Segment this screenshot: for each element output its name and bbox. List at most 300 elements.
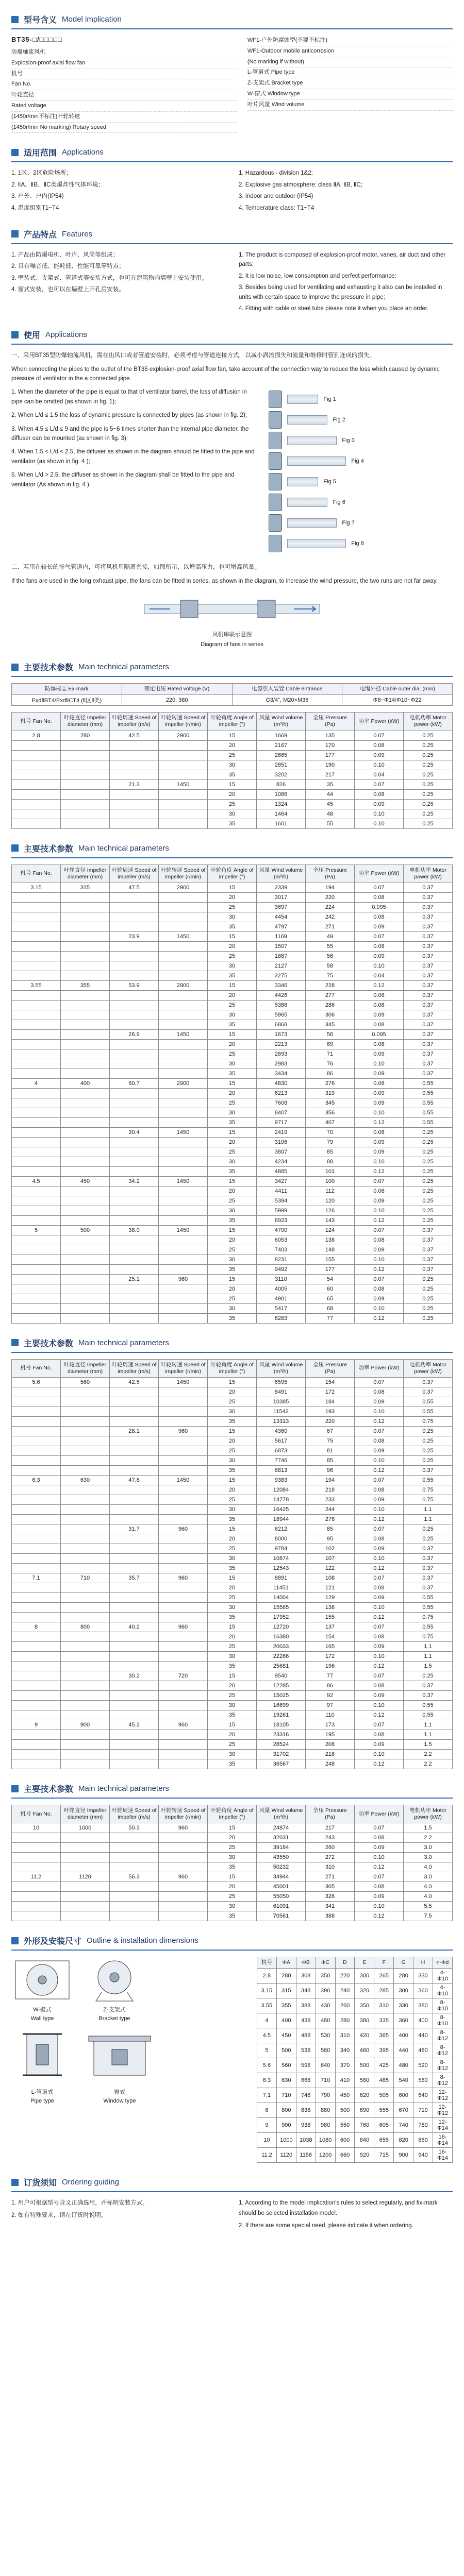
table-cell: 0.12 — [355, 1710, 404, 1720]
table-cell: 2900 — [159, 980, 208, 990]
table-cell: 900 — [276, 2118, 296, 2133]
table-cell: 30 — [208, 1206, 257, 1215]
table-cell — [12, 1911, 61, 1921]
table-cell: 0.08 — [355, 1387, 404, 1397]
table-cell: 107 — [306, 1554, 355, 1564]
table-cell — [61, 770, 110, 779]
table-cell: 5965 — [257, 1010, 306, 1020]
table-cell: 20 — [208, 1730, 257, 1740]
column-header: 叶轮角度 Angle of impeller (°) — [208, 1805, 257, 1823]
column-header: 叶轮周速 Speed of impeller (m/s) — [110, 865, 159, 883]
table-cell — [159, 1166, 208, 1176]
table-cell — [159, 760, 208, 770]
table-cell: 0.12 — [355, 1313, 404, 1323]
table-row — [12, 1603, 453, 1613]
table-cell: 0.08 — [355, 1235, 404, 1245]
table-row — [12, 779, 453, 789]
shape-label-en: Pipe type — [30, 2098, 54, 2105]
table-cell: 3.55 — [257, 1998, 277, 2013]
column-header: ΦB — [296, 1957, 316, 1969]
table-cell: 0.37 — [404, 1691, 453, 1701]
table-cell: 121 — [306, 1583, 355, 1593]
table-cell — [110, 809, 159, 819]
table-cell: 25 — [208, 1196, 257, 1206]
table-cell: 0.25 — [404, 1294, 453, 1303]
table-cell: 600 — [335, 2133, 355, 2148]
dimension-row — [257, 2118, 453, 2133]
table-cell: 15 — [208, 1127, 257, 1137]
table-cell: 960 — [159, 1872, 208, 1882]
table-cell: 6595 — [257, 1378, 306, 1387]
table-cell — [61, 1436, 110, 1446]
table-cell: 0.25 — [404, 1147, 453, 1157]
table-cell: 4.5 — [12, 1176, 61, 1186]
table-cell: 20 — [208, 1088, 257, 1098]
table-cell — [61, 1892, 110, 1902]
table-row — [12, 1862, 453, 1872]
table-cell — [12, 789, 61, 799]
table-cell — [159, 1446, 208, 1456]
table-row — [12, 1225, 453, 1235]
table-cell: 0.07 — [355, 731, 404, 740]
column-header: 功率 Power (kW) — [355, 865, 404, 883]
table-cell: 0.37 — [404, 1020, 453, 1029]
table-cell: 400 — [276, 2013, 296, 2028]
table-cell: 4901 — [257, 1294, 306, 1303]
table-cell: 25 — [208, 1294, 257, 1303]
table-cell: 15 — [208, 1622, 257, 1632]
application-item-en: 1. Hazardous - division 1&2; — [239, 170, 313, 177]
table-cell: 2983 — [257, 1059, 306, 1069]
table-cell: 71 — [306, 1049, 355, 1059]
table-cell: 6.3 — [257, 2073, 277, 2088]
table-cell: 0.12 — [355, 1662, 404, 1671]
application-list-cn — [11, 168, 225, 215]
table-cell: 350 — [355, 1998, 374, 2013]
table-cell — [12, 1245, 61, 1255]
table-cell — [110, 1049, 159, 1059]
table-cell: 0.25 — [404, 799, 453, 809]
table-cell — [61, 902, 110, 912]
table-row — [12, 1564, 453, 1573]
table-row — [12, 1573, 453, 1583]
table-cell: 10 — [12, 1823, 61, 1833]
table-cell: 0.37 — [404, 1255, 453, 1264]
table-cell — [159, 799, 208, 809]
table-cell: 20 — [208, 1632, 257, 1642]
table-cell — [110, 912, 159, 922]
table-row — [12, 1010, 453, 1020]
table-cell: 1.5 — [404, 1662, 453, 1671]
table-row — [12, 1098, 453, 1108]
table-cell — [61, 1691, 110, 1701]
table-cell — [61, 1833, 110, 1843]
table-cell: 580 — [316, 2043, 335, 2058]
table-cell: 15 — [208, 1176, 257, 1186]
table-cell: 2127 — [257, 961, 306, 971]
table-row — [12, 1759, 453, 1769]
table-cell: 24874 — [257, 1823, 306, 1833]
table-cell — [61, 1750, 110, 1759]
table-cell: 0.37 — [404, 1573, 453, 1583]
column-header: E — [355, 1957, 374, 1969]
table-cell: 220 — [306, 892, 355, 902]
table-cell: 6873 — [257, 1446, 306, 1456]
table-cell — [159, 1759, 208, 1769]
tech-heading-3 — [11, 1337, 453, 1353]
table-row — [12, 1137, 453, 1147]
table-row — [12, 1000, 453, 1010]
column-header: G — [394, 1957, 413, 1969]
column-header: D — [335, 1957, 355, 1969]
table-cell: 15 — [208, 1671, 257, 1681]
table-row — [12, 1701, 453, 1710]
table-row — [12, 1378, 453, 1387]
column-header: 叶轮直径 Impeller diameter (mm) — [61, 1805, 110, 1823]
table-cell — [110, 1892, 159, 1902]
table-cell: 242 — [306, 912, 355, 922]
table-cell: 6.3 — [12, 1476, 61, 1485]
table-cell — [12, 750, 61, 760]
table-cell: 960 — [159, 1427, 208, 1436]
table-cell: 217 — [306, 1823, 355, 1833]
table-cell — [61, 1740, 110, 1750]
table-cell: 124 — [306, 1225, 355, 1235]
table-cell: 0.25 — [404, 1313, 453, 1323]
tech-title-cn: 主要技术参数 — [24, 844, 74, 854]
table-cell — [12, 799, 61, 809]
table-cell — [110, 1117, 159, 1127]
table-cell: 26.9 — [110, 1029, 159, 1039]
table-cell: 0.09 — [355, 922, 404, 931]
table-cell — [12, 892, 61, 902]
table-cell — [110, 1186, 159, 1196]
table-cell: 5386 — [257, 1000, 306, 1010]
table-row — [12, 1274, 453, 1284]
table-cell: 177 — [306, 750, 355, 760]
table-cell — [61, 1166, 110, 1176]
fans-in-series-diagram-icon — [139, 591, 325, 627]
table-cell: 360 — [394, 2013, 413, 2028]
table-cell — [12, 1740, 61, 1750]
application-item-en: 4. Temperature class: T1~T4 — [239, 205, 314, 211]
table-cell — [12, 971, 61, 980]
table-cell — [12, 1235, 61, 1245]
table-cell: 3697 — [257, 902, 306, 912]
table-cell — [12, 1157, 61, 1166]
table-cell — [110, 1407, 159, 1417]
table-cell: 0.37 — [404, 1544, 453, 1554]
table-cell — [110, 1196, 159, 1206]
table-cell — [61, 1029, 110, 1039]
table-row — [12, 961, 453, 971]
model-right-line: W-窗式 Window type — [247, 89, 453, 100]
table-row — [12, 1127, 453, 1137]
table-cell — [12, 819, 61, 828]
table-cell — [12, 1642, 61, 1652]
table-row — [12, 1911, 453, 1921]
table-cell: 0.55 — [404, 1117, 453, 1127]
table-cell — [61, 1020, 110, 1029]
table-cell: 92 — [306, 1691, 355, 1701]
model-title-en: Model implication — [62, 15, 122, 24]
table-cell: 77 — [306, 1671, 355, 1681]
table-cell: 85 — [306, 1456, 355, 1466]
table-cell: 740 — [394, 2118, 413, 2133]
table-cell: 2665 — [257, 750, 306, 760]
table-cell: 0.08 — [355, 1534, 404, 1544]
table-cell: 0.10 — [355, 809, 404, 819]
table-cell — [12, 1397, 61, 1407]
table-cell: 0.10 — [355, 1206, 404, 1215]
table-row — [12, 1853, 453, 1862]
table-row — [12, 1264, 453, 1274]
usage-note-2: 2. When L/d ≤ 1.5 the loss of dynamic pressure is connected by pipes (as shown in fig. 2); — [11, 412, 247, 419]
table-cell: 20 — [208, 1833, 257, 1843]
table-cell — [12, 1387, 61, 1397]
table-cell: 110 — [306, 1710, 355, 1720]
table-row — [12, 1515, 453, 1524]
table-cell: 0.08 — [355, 1078, 404, 1088]
dimension-row — [257, 2043, 453, 2058]
table-cell: 8407 — [257, 1108, 306, 1117]
table-cell — [110, 1862, 159, 1872]
table-cell: 560 — [276, 2058, 296, 2073]
table-cell: 12-Φ14 — [433, 2118, 453, 2133]
table-cell: 6923 — [257, 1215, 306, 1225]
table-cell — [110, 1882, 159, 1892]
table-cell — [159, 941, 208, 951]
table-cell: 4234 — [257, 1157, 306, 1166]
table-cell — [159, 1303, 208, 1313]
table-cell: 260 — [335, 1998, 355, 2013]
table-cell: 880 — [316, 2103, 335, 2118]
table-cell — [61, 1902, 110, 1911]
fan-icon — [269, 535, 282, 552]
table-cell: 1.5 — [404, 1823, 453, 1833]
table-cell: 1120 — [276, 2148, 296, 2163]
table-cell: 25 — [208, 1147, 257, 1157]
table-cell: 790 — [316, 2088, 335, 2103]
table-cell: 43550 — [257, 1853, 306, 1862]
table-cell: 0.25 — [404, 789, 453, 799]
table-cell: 1.1 — [404, 1642, 453, 1652]
table-cell: 0.25 — [404, 1534, 453, 1544]
table-cell — [61, 799, 110, 809]
feature-item-cn: 4. 窗式安装，也可以在墙壁上开孔后安装。 — [11, 286, 125, 293]
table-cell — [61, 1098, 110, 1108]
column-header: ΦC — [316, 1957, 335, 1969]
table-cell — [61, 1407, 110, 1417]
table-cell: 34.2 — [110, 1176, 159, 1186]
table-cell: 0.12 — [355, 1417, 404, 1427]
ordering-list-cn — [11, 2198, 225, 2233]
table-cell: 48 — [306, 809, 355, 819]
table-cell: 4 — [257, 2013, 277, 2028]
shape-label-cn: 窗式 — [114, 2089, 125, 2096]
table-cell — [159, 1505, 208, 1515]
table-cell: 0.55 — [404, 1593, 453, 1603]
table-cell: 15 — [208, 1078, 257, 1088]
table-cell: 15 — [208, 883, 257, 892]
table-cell: 0.07 — [355, 1476, 404, 1485]
table-cell — [110, 1902, 159, 1911]
figure-label: Fig 7 — [342, 520, 355, 527]
table-cell — [159, 1603, 208, 1613]
table-cell — [12, 1564, 61, 1573]
features-heading — [11, 228, 453, 244]
table-cell: 0.12 — [355, 1862, 404, 1872]
table-cell — [159, 740, 208, 750]
table-cell: 35 — [208, 1911, 257, 1921]
table-cell: 0.55 — [404, 1476, 453, 1485]
table-cell: 155 — [306, 1255, 355, 1264]
table-cell: 85 — [306, 1524, 355, 1534]
table-cell: 0.25 — [404, 1524, 453, 1534]
table-cell — [12, 1098, 61, 1108]
column-header: 叶轮角度 Angle of impeller (°) — [208, 865, 257, 883]
outline-title-cn: 外形及安装尺寸 — [24, 1937, 82, 1946]
table-cell: 0.08 — [355, 1632, 404, 1642]
table-cell — [159, 1710, 208, 1720]
table-cell: 0.09 — [355, 1196, 404, 1206]
table-cell — [12, 1446, 61, 1456]
table-cell: 0.55 — [404, 1603, 453, 1613]
table-cell: 15565 — [257, 1603, 306, 1613]
model-left-line: Fan No. — [11, 79, 237, 90]
column-header: 电缆外径 Cable outer dia. (mm) — [342, 684, 453, 695]
table-row — [12, 1176, 453, 1186]
table-cell: 28524 — [257, 1740, 306, 1750]
table-cell: 16380 — [257, 1632, 306, 1642]
table-cell: 50232 — [257, 1862, 306, 1872]
tech-title-cn: 主要技术参数 — [24, 1785, 74, 1794]
table-cell: 79 — [306, 1137, 355, 1147]
table-cell: 0.55 — [404, 1098, 453, 1108]
duct-icon — [287, 477, 318, 486]
column-header: 电源引入装置 Cable entrance — [232, 684, 342, 695]
table-cell: 177 — [306, 1264, 355, 1274]
table-cell: 8-Φ12 — [433, 2043, 453, 2058]
table-cell: 30 — [208, 1407, 257, 1417]
table-cell — [12, 1681, 61, 1691]
table-row — [12, 731, 453, 740]
tech-title-en: Main technical parameters — [78, 1338, 169, 1347]
table-cell — [61, 1303, 110, 1313]
table-cell: 0.09 — [355, 1010, 404, 1020]
table-cell: 9717 — [257, 1117, 306, 1127]
table-row — [12, 770, 453, 779]
table-cell: 4797 — [257, 922, 306, 931]
dimension-row — [257, 1984, 453, 1998]
table-cell: 271 — [306, 922, 355, 931]
table-cell: 320 — [355, 1984, 374, 1998]
application-item-cn: 2. ⅡA、ⅡB、ⅡC类爆炸性气体环境； — [11, 181, 104, 188]
table-cell — [12, 1069, 61, 1078]
fan-icon — [269, 452, 282, 470]
table-cell: 715 — [374, 2148, 394, 2163]
dimension-row — [257, 1998, 453, 2013]
table-cell: 0.25 — [404, 1186, 453, 1196]
table-cell — [159, 1010, 208, 1020]
table-cell: 0.09 — [355, 1446, 404, 1456]
table-cell: G3/4", M20×M36 — [232, 695, 342, 706]
table-row — [12, 1059, 453, 1069]
table-cell — [110, 1485, 159, 1495]
window-type-drawing — [84, 2029, 156, 2104]
table-cell — [159, 1255, 208, 1264]
table-cell: 35 — [208, 1862, 257, 1872]
table-cell: 0.37 — [404, 902, 453, 912]
table-cell — [12, 1710, 61, 1720]
table-cell: 560 — [61, 1378, 110, 1387]
fan-icon — [269, 432, 282, 449]
table-cell: 35 — [208, 1417, 257, 1427]
table-cell — [159, 1397, 208, 1407]
table-cell: 0.55 — [404, 1108, 453, 1117]
usage-part2-en: If the fans are used in the long exhaust pipe, the fans can be fitted in series, as shown in the diagram, to increase the wind pressure, the two runs are not far away. — [11, 578, 438, 584]
table-cell: 800 — [276, 2103, 296, 2118]
table-cell — [12, 1427, 61, 1436]
model-body — [11, 36, 453, 133]
table-row — [12, 1108, 453, 1117]
table-cell: 0.08 — [355, 1730, 404, 1740]
column-header: 叶轮转速 Speed of impeller (r/min) — [159, 713, 208, 731]
table-cell: 4 — [12, 1078, 61, 1088]
table-cell: 0.07 — [355, 1427, 404, 1436]
table-cell: 0.10 — [355, 819, 404, 828]
table-row — [12, 883, 453, 892]
table-cell: 30 — [208, 760, 257, 770]
table-cell — [110, 971, 159, 980]
table-cell: 15 — [208, 1378, 257, 1387]
table-cell — [110, 1059, 159, 1069]
table-cell — [12, 1701, 61, 1710]
table-cell — [159, 1564, 208, 1573]
table-cell: 0.09 — [355, 1098, 404, 1108]
table-cell — [61, 1235, 110, 1245]
table-cell — [12, 1853, 61, 1862]
table-cell: 1.1 — [404, 1652, 453, 1662]
table-cell — [159, 902, 208, 912]
table-cell — [12, 1147, 61, 1157]
table-cell: 0.10 — [355, 1255, 404, 1264]
table-cell — [110, 1534, 159, 1544]
table-cell: 30 — [208, 1853, 257, 1862]
table-cell — [110, 961, 159, 971]
column-header: F — [374, 1957, 394, 1969]
table-row — [12, 1495, 453, 1505]
table-cell: 0.37 — [404, 1378, 453, 1387]
table-cell: 0.55 — [404, 1397, 453, 1407]
column-header: n-Φd — [433, 1957, 453, 1969]
table-cell: 4700 — [257, 1225, 306, 1235]
table-cell — [12, 1206, 61, 1215]
model-code: BT35-□/□□□□□ — [11, 36, 62, 43]
usage-figure — [269, 391, 453, 408]
table-cell: 11.2 — [257, 2148, 277, 2163]
table-cell: 15 — [208, 931, 257, 941]
table-cell: 20 — [208, 1681, 257, 1691]
table-cell: 5417 — [257, 1303, 306, 1313]
table-cell — [159, 961, 208, 971]
table-cell: 30 — [208, 961, 257, 971]
table-cell: 720 — [159, 1671, 208, 1681]
table-cell — [159, 1662, 208, 1671]
table-cell — [110, 1387, 159, 1397]
table-cell — [61, 1466, 110, 1476]
table-cell: 0.25 — [404, 1284, 453, 1294]
